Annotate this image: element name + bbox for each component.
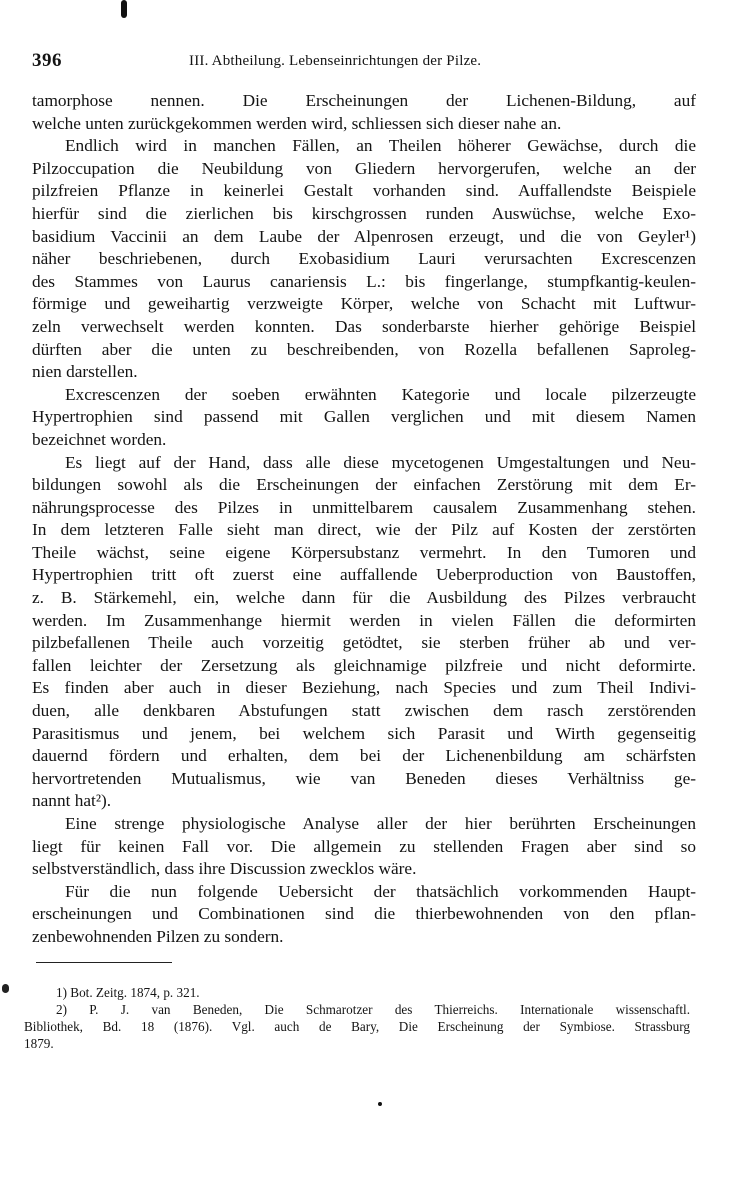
text-line: hierfür sind die zierlichen bis kirschgrossen runden Auswüchse, welche Exo- [32,203,696,223]
text-line: erscheinungen und Combinationen sind die thierbewohnenden von den pflan- [32,904,696,924]
text-line: förmige und geweihartig verzweigte Körper, welche von Schacht mit Luftwur- [32,294,696,314]
text-line: nährungsprocesse des Pilzes in unmittelbarem causalem Zusammenhang stehen. [32,497,696,517]
text-line: Theile wächst, seine eigene Körpersubstanz vermehrt. In den Tumoren und [32,542,696,562]
text-line: pilzbefallenen Theile auch vorzeitig getödtet, sie sterben früher ab und ver- [32,633,696,653]
page-number: 396 [32,50,62,71]
text-line: selbstverständlich, dass ihre Discussion zwecklos wäre. [32,859,417,879]
text-line: basidium Vaccinii an dem Laube der Alpenrosen erzeugt, und die von Geyler¹) [32,226,696,246]
text-line: Hypertrophien tritt oft zuerst eine auffallende Ueberproduction von Baustoffen, [32,565,696,585]
text-line: Parasitismus und jenem, bei welchem sich Parasit und Wirth gegenseitig [32,723,696,743]
scan-mark [2,984,9,993]
text-line: Pilzoccupation die Neubildung von Gliedern hervorgerufen, welche an der [32,158,696,178]
text-line: hervortretenden Mutualismus, wie van Beneden dieses Verhältniss ge- [32,768,696,788]
text-line: Es finden aber auch in dieser Beziehung, nach Species und zum Theil Indivi- [32,678,696,698]
text-line: Endlich wird in manchen Fällen, an Theilen höherer Gewächse, durch die [65,136,696,156]
text-line: In dem letzteren Falle sieht man direct, wie der Pilz auf Kosten der zerstörten [32,520,696,540]
text-line: pilzfreien Pflanze in keinerlei Gestalt vorhanden sind. Auffallendste Beispiele [32,181,696,201]
text-line: werden. Im Zusammenhange hiermit werden in vielen Fällen die deformirten [32,610,696,630]
text-line: nannt hat²). [32,791,112,811]
text-line: bezeichnet worden. [32,429,167,449]
text-line: tamorphose nennen. Die Erscheinungen der Lichenen-Bildung, auf [32,91,696,110]
page-header [32,50,697,74]
text-line: liegt für keinen Fall vor. Die allgemein zu stellenden Fragen aber sind so [32,836,696,856]
text-line: bildungen sowohl als die Erscheinungen der einfachen Zerstörung mit dem Er- [32,475,696,495]
text-line: näher beschriebenen, durch Exobasidium Lauri verursachten Excrescenzen [32,249,696,269]
text-line: Es liegt auf der Hand, dass alle diese mycetogenen Umgestaltungen und Neu- [65,452,696,472]
text-line: des Stammes von Laurus canariensis L.: bis fingerlange, stumpfkantig-keulen- [32,271,696,291]
text-line: dürften aber die unten zu beschreibenden, von Rozella befallenen Saproleg- [32,339,696,359]
text-line: Excrescenzen der soeben erwähnten Kategorie und locale pilzerzeugte [65,384,696,404]
footnote-line: 1879. [24,1036,54,1051]
text-line: z. B. Stärkemehl, ein, welche dann für die Ausbildung des Pilzes verbraucht [32,588,696,608]
text-line: fallen leichter der Zersetzung als gleichnamige pilzfreie und nicht deformirte. [32,655,696,675]
footnote-line: 2) P. J. van Beneden, Die Schmarotzer des Thierreichs. Internationale wissenschaftl. [56,1002,690,1017]
scan-mark [121,0,127,18]
text-line: Hypertrophien sind passend mit Gallen verglichen und mit diesem Namen [32,407,696,427]
footnote-line: Bibliothek, Bd. 18 (1876). Vgl. auch de Bary, Die Erscheinung der Symbiose. Strassburg [24,1019,690,1034]
text-line: zenbewohnenden Pilzen zu sondern. [32,926,284,946]
text-line: zeln verwechselt werden konnten. Das sonderbarste hierher gehörige Beispiel [32,316,696,336]
scan-mark [378,1102,382,1106]
text-line: Für die nun folgende Uebersicht der thatsächlich vorkommenden Haupt- [65,881,696,901]
footnote-rule [36,962,172,963]
text-line: Eine strenge physiologische Analyse aller der hier berührten Erscheinungen [65,814,696,833]
footnotes [24,984,690,1052]
running-head: III. Abtheilung. Lebenseinrichtungen der Pilze. [189,53,482,69]
text-line: dauernd fördern und erhalten, dem bei der Lichenenbildung am schärfsten [32,746,696,766]
body-text [32,90,696,949]
text-line: nien darstellen. [32,362,138,382]
text-line: welche unten zurückgekommen werden wird, schliessen sich dieser nahe an. [32,113,562,133]
text-line: duen, alle denkbaren Abstufungen statt zwischen dem rasch zerstörenden [32,701,696,721]
footnote-line: 1) Bot. Zeitg. 1874, p. 321. [56,985,200,1000]
